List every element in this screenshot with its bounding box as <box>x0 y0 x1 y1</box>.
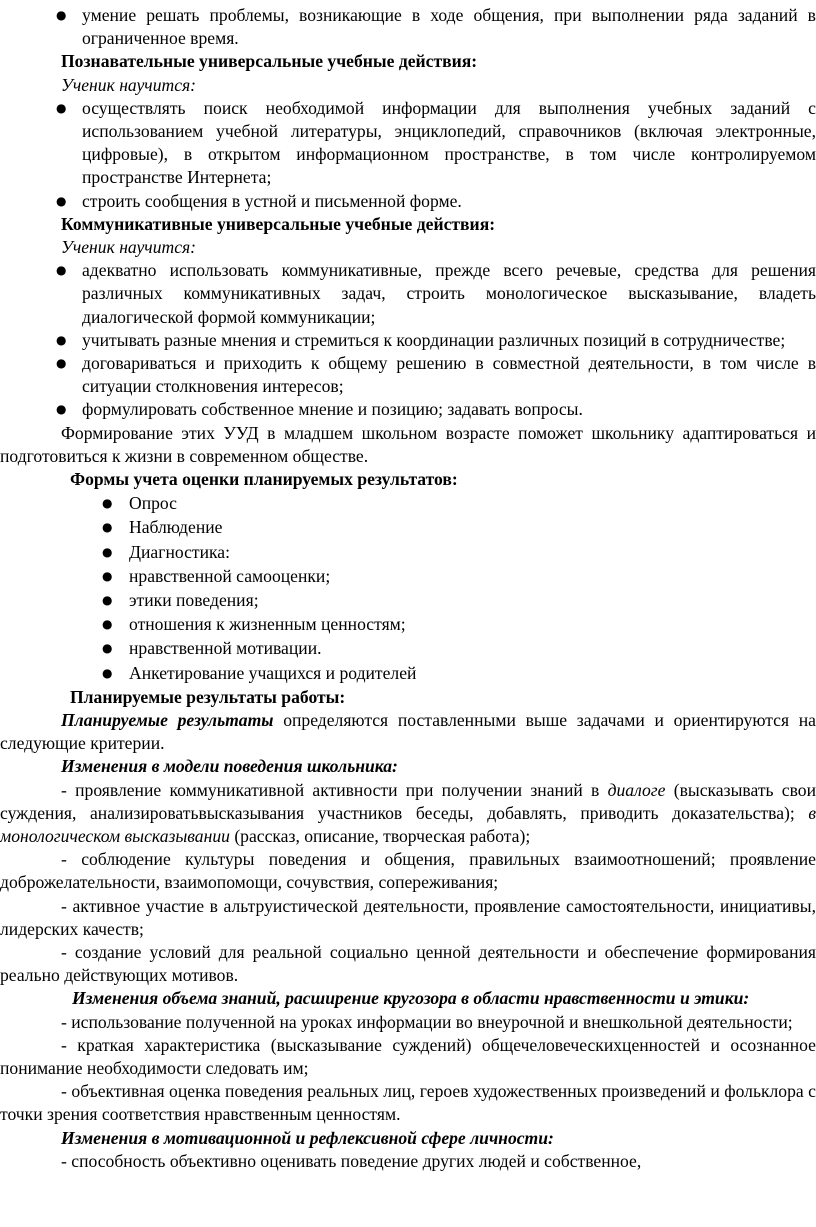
knowledge-heading: Изменения объема знаний, расширение кругозора в области нравственности и этики: <box>72 988 750 1009</box>
bullet-icon: ● <box>102 520 113 535</box>
formation-paragraph: Формирование этих УУД в младшем школьном возрасте поможет школьнику адаптироваться и подготовиться к жизни в современном обществе. <box>0 422 816 466</box>
list-item: ● осуществлять поиск необходимой информации для выполнения учебных заданий с использованием учебной литературы, энциклопедий, справочников (включая электронные, цифровые), в открытом информационном пространстве, в том числе контролируемом пространстве Интернета; <box>56 97 816 188</box>
knowledge-paragraph-3: - объективная оценка поведения реальных лиц, героев художественных произведений и фольклора с точки зрения соответствия нравственным ценностям. <box>0 1081 816 1125</box>
list-item: ● нравственной самооценки; <box>0 565 816 589</box>
list-item: ● Диагностика: <box>0 541 816 565</box>
bullet-icon: ● <box>56 100 67 115</box>
bullet-icon: ● <box>56 332 67 347</box>
bullet-icon: ● <box>102 665 113 680</box>
behavior-paragraph-2: - соблюдение культуры поведения и общения, правильных взаимоотношений; проявление доброжелательности, взаимопомощи, сочувствия, сопереживания; <box>0 849 816 893</box>
bullet-icon: ● <box>102 593 113 608</box>
communicative-heading: Коммуникативные универсальные учебные действия: <box>61 213 496 234</box>
behavior-heading: Изменения в модели поведения школьника: <box>61 756 398 777</box>
list-item: ● адекватно использовать коммуникативные, прежде всего речевые, средства для решения различных коммуникативных задач, строить монологическое высказывание, владеть диалогической формой коммуникации; <box>56 260 816 327</box>
results-lead-paragraph: Планируемые результаты определяются поставленными выше задачами и ориентируются на следующие критерии. <box>0 709 816 754</box>
bullet-icon: ● <box>102 641 113 656</box>
bullet-icon: ● <box>56 263 67 278</box>
behavior-paragraph-4: - создание условий для реальной социально ценной деятельности и обеспечение формирования реально действующих мотивов. <box>0 942 816 986</box>
list-item: ● умение решать проблемы, возникающие в ходе общения, при выполнении ряда заданий в ограниченное время. <box>56 5 816 49</box>
list-item: ● строить сообщения в устной и письменной форме. <box>0 190 816 213</box>
knowledge-paragraph-1: - использование полученной на уроках информации во внеурочной и внешкольной деятельности; <box>61 1011 793 1032</box>
list-item: ● учитывать разные мнения и стремиться к координации различных позиций в сотрудничестве; <box>0 329 816 352</box>
bullet-icon: ● <box>56 356 67 371</box>
bullet-icon: ● <box>102 568 113 583</box>
results-heading: Планируемые результаты работы: <box>70 686 346 707</box>
cognitive-heading: Познавательные универсальные учебные действия: <box>61 51 478 72</box>
document-page <box>0 4 816 1173</box>
communicative-list <box>0 259 816 421</box>
forms-list <box>0 492 816 686</box>
list-item: ● нравственной мотивации. <box>0 637 816 661</box>
list-item: ● договариваться и приходить к общему решению в совместной деятельности, в том числе в ситуации столкновения интересов; <box>56 353 816 397</box>
behavior-paragraph-1: - проявление коммуникативной активности при получении знаний в диалоге (высказывать свои суждения, анализироватьвысказывания участников беседы, добавлять, приводить доказательства); в монологическом высказывании (рассказ, описание, творческая работа); <box>0 779 816 846</box>
cognitive-list <box>0 97 816 213</box>
bullet-icon: ● <box>102 496 113 511</box>
bullet-icon: ● <box>56 8 67 22</box>
list-item: ● формулировать собственное мнение и позицию; задавать вопросы. <box>0 398 816 421</box>
cognitive-subheading: Ученик научится: <box>61 74 197 95</box>
bullet-icon: ● <box>56 193 67 208</box>
list-item: ● этики поведения; <box>0 589 816 613</box>
list-item: ● Опрос <box>0 492 816 516</box>
motivation-heading: Изменения в мотивационной и рефлексивной сфере личности: <box>61 1127 554 1148</box>
intro-list <box>0 4 816 50</box>
list-item: ● Наблюдение <box>0 516 816 540</box>
bullet-icon: ● <box>56 402 67 417</box>
list-item: ● Анкетирование учащихся и родителей <box>0 662 816 686</box>
behavior-paragraph-3: - активное участие в альтруистической деятельности, проявление самостоятельности, инициативы, лидерских качеств; <box>0 895 816 939</box>
list-item: ● отношения к жизненным ценностям; <box>0 613 816 637</box>
motivation-paragraph-1: - способность объективно оценивать поведение других людей и собственное, <box>61 1150 642 1171</box>
bullet-icon: ● <box>102 617 113 632</box>
knowledge-paragraph-2: - краткая характеристика (высказывание суждений) общечеловеческихценностей и осознанное понимание необходимости следовать им; <box>0 1034 816 1079</box>
bullet-icon: ● <box>102 544 113 559</box>
forms-heading: Формы учета оценки планируемых результатов: <box>70 469 458 490</box>
communicative-subheading: Ученик научится: <box>61 237 197 258</box>
